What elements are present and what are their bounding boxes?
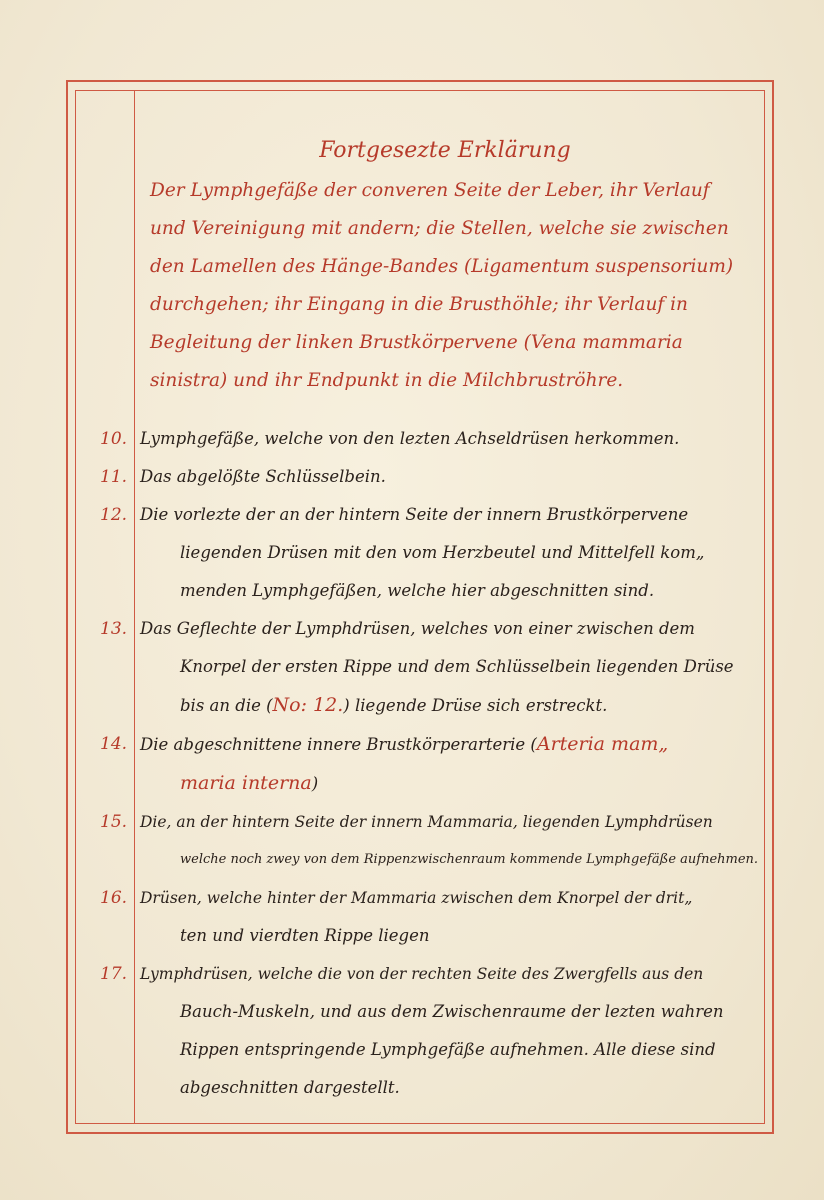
entry-line: Das abgelößte Schlüsselbein.	[140, 467, 386, 486]
entry-line	[140, 725, 760, 764]
entry-10	[0, 420, 824, 458]
entry-text	[140, 803, 760, 879]
header-line-6: sinistra) und ihr Endpunkt in die Milchbruströhre.	[150, 370, 624, 391]
entry-line: Die vorlezte der an der hintern Seite der innern Brustkörpervene	[140, 505, 689, 524]
latin-term: Arteria mam„	[536, 733, 669, 755]
entry-11	[0, 458, 824, 496]
entry-text	[140, 610, 760, 725]
entry-12	[0, 496, 824, 610]
entry-line-suffix: )	[311, 774, 319, 793]
entry-line-suffix: ) liegende Drüse sich erstreckt.	[343, 696, 608, 715]
entry-15	[0, 803, 824, 879]
entry-number: 16.	[100, 888, 128, 908]
entry-14	[0, 725, 824, 803]
entry-text	[140, 955, 760, 1107]
entry-line: abgeschnitten dargestellt.	[180, 1078, 400, 1097]
cross-reference-number: No: 12.	[272, 694, 344, 716]
entry-text	[140, 496, 760, 610]
entry-number: 14.	[100, 734, 128, 754]
entry-16	[0, 879, 824, 955]
entry-line: menden Lymphgefäßen, welche hier abgeschnitten sind.	[180, 581, 655, 600]
entry-number: 10.	[100, 429, 128, 449]
header-line-1: Der Lymphgefäße der converen Seite der Leber, ihr Verlauf	[150, 180, 710, 201]
header-line-3: den Lamellen des Hänge-Bandes (Ligamentum suspensorium)	[150, 256, 734, 277]
entry-line: Die, an der hintern Seite der innern Mammaria, liegenden Lymphdrüsen	[140, 813, 713, 831]
entry-17	[0, 955, 824, 1107]
entry-line	[140, 686, 760, 725]
entry-line: Drüsen, welche hinter der Mammaria zwischen dem Knorpel der drit„	[140, 889, 693, 907]
entry-line: Lymphdrüsen, welche die von der rechten Seite des Zwergfells aus den	[140, 965, 704, 983]
entry-text	[140, 420, 760, 458]
latin-term-continued: maria interna	[180, 772, 312, 794]
entry-line	[140, 764, 760, 803]
header-line-4: durchgehen; ihr Eingang in die Brusthöhle; ihr Verlauf in	[150, 294, 688, 315]
entry-number: 17.	[100, 964, 128, 984]
entry-number: 11.	[100, 467, 128, 487]
entry-number: 13.	[100, 619, 128, 639]
header-line-2: und Vereinigung mit andern; die Stellen, welche sie zwischen	[150, 218, 729, 239]
entry-line: Knorpel der ersten Rippe und dem Schlüsselbein liegenden Drüse	[180, 657, 734, 676]
entry-text	[140, 458, 760, 496]
entry-text	[140, 879, 760, 955]
page-title: Fortgesezte Erklärung	[319, 138, 571, 163]
header-line-5: Begleitung der linken Brustkörpervene (Vena mammaria	[150, 332, 683, 353]
entry-line: Das Geflechte der Lymphdrüsen, welches von einer zwischen dem	[140, 619, 695, 638]
entry-number: 15.	[100, 812, 128, 832]
entry-line: ten und vierdten Rippe liegen	[180, 926, 430, 945]
entry-line: Lymphgefäße, welche von den lezten Achseldrüsen herkommen.	[140, 429, 680, 448]
entry-line-prefix: bis an die (	[180, 696, 273, 715]
entry-number: 12.	[100, 505, 128, 525]
entry-line: liegenden Drüsen mit den vom Herzbeutel und Mittelfell kom„	[180, 543, 705, 562]
header-block	[150, 134, 740, 400]
entry-13	[0, 610, 824, 725]
entry-line: Rippen entspringende Lymphgefäße aufnehmen. Alle diese sind	[180, 1040, 716, 1059]
entry-line: welche noch zwey von dem Rippenzwischenraum kommende Lymphgefäße aufnehmen.	[180, 852, 759, 867]
entry-text	[140, 725, 760, 803]
entry-list	[0, 420, 824, 1107]
entry-line-prefix: Die abgeschnittene innere Brustkörperarterie (	[140, 735, 537, 754]
entry-line: Bauch-Muskeln, und aus dem Zwischenraume der lezten wahren	[180, 1002, 724, 1021]
